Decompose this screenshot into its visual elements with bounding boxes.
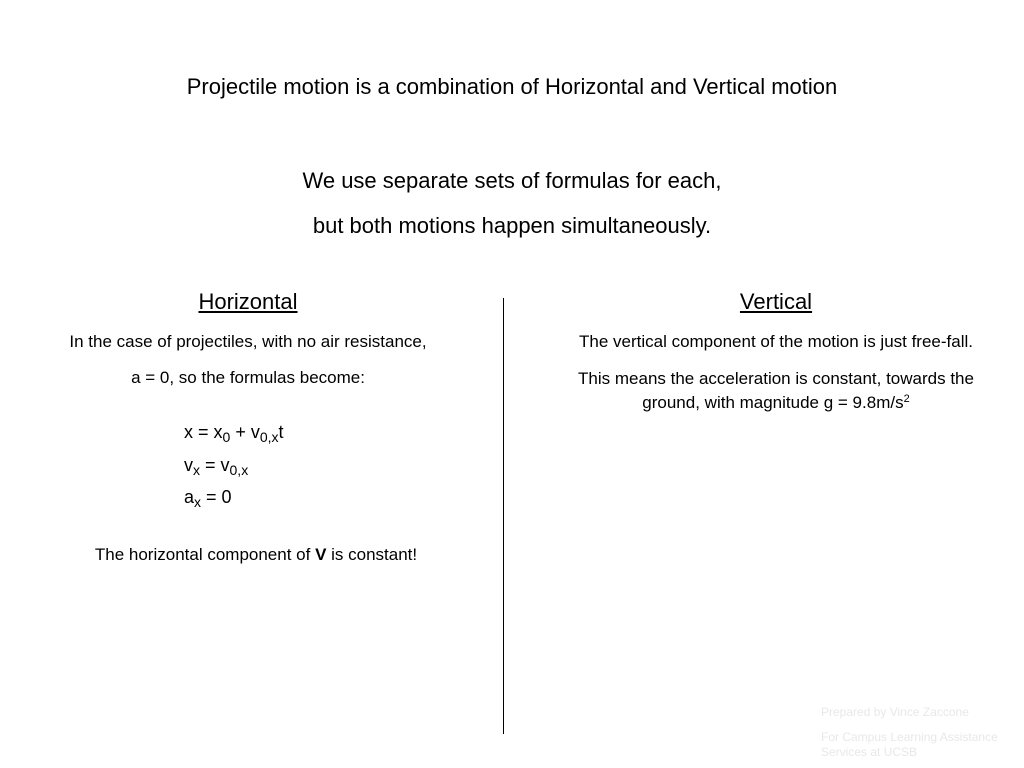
horizontal-heading: Horizontal [198,289,298,314]
vertical-text-line-2: This means the acceleration is constant, towards the ground, with magnitude $g = 9.8m/s^2$ [578,369,974,412]
horizontal-text-line-1: In the case of projectiles, with no air resistance, [69,332,427,351]
vertical-text-line-1: The vertical component of the motion is just free-fall. [578,332,973,351]
equation-velocity: $v_x = v_{0,x}$ [184,455,249,478]
subtitle-line-2: but both motions happen simultaneously. [312,213,712,238]
column-divider [503,298,504,734]
slide-title: Projectile motion is a combination of Horizontal and Vertical motion [186,74,838,99]
horizontal-constant-note: The horizontal component of V is constant! [94,545,418,564]
credit-organization: For Campus Learning Assistance Services at UCSB [821,730,998,759]
equation-position: $x = x_0 + v_{0,x}t$ [184,422,284,445]
horizontal-text-line-2: a = 0, so the formulas become: [131,368,365,387]
equation-acceleration: $a_x = 0$ [184,487,232,510]
vertical-heading: Vertical [739,289,813,314]
credit-author: Prepared by Vince Zaccone [821,705,969,719]
subtitle-line-1: We use separate sets of formulas for each, [302,168,722,193]
